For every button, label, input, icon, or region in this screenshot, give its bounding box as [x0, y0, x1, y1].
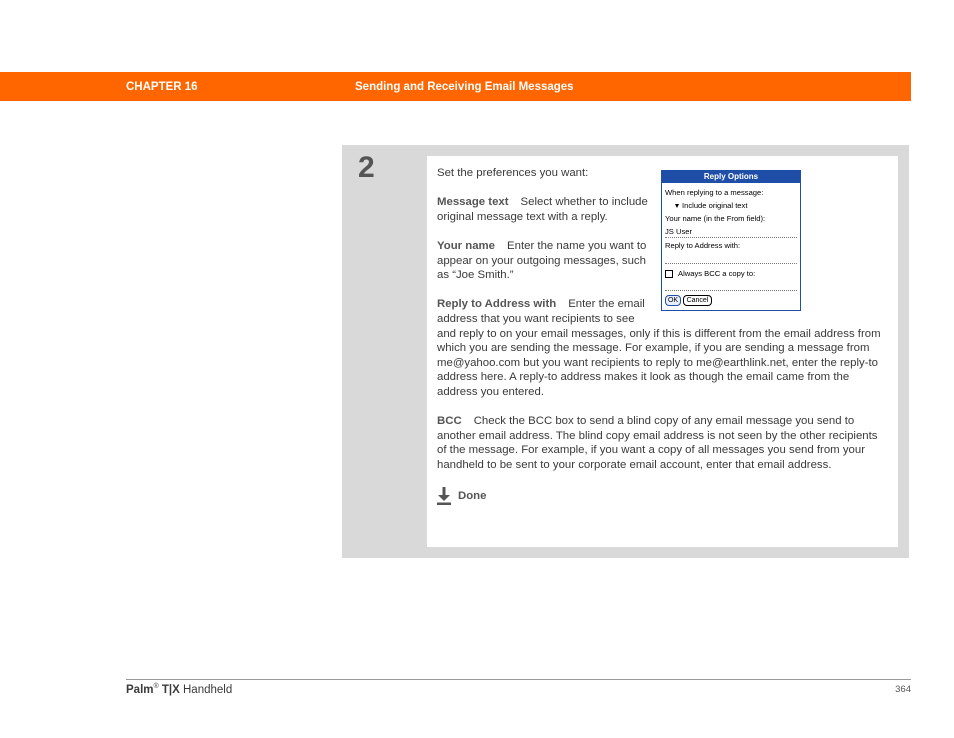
- your-name-field[interactable]: JS User: [665, 227, 693, 236]
- dropdown-triangle-icon: [675, 204, 679, 208]
- include-option-value: Include original text: [682, 201, 748, 210]
- item-term: Reply to Address with: [437, 298, 557, 311]
- step-intro: Set the preferences you want:: [437, 167, 589, 179]
- registered-mark: ®: [153, 683, 159, 690]
- bcc-field[interactable]: [665, 290, 797, 291]
- page-number: 364: [895, 684, 911, 695]
- down-arrow-icon: [437, 487, 451, 505]
- item-term: Your name: [437, 239, 496, 252]
- item-term: Message text: [437, 196, 509, 209]
- ok-button[interactable]: OK: [665, 295, 681, 306]
- item-term: BCC: [437, 415, 462, 428]
- chapter-title: Sending and Receiving Email Messages: [355, 81, 574, 93]
- when-replying-label: When replying to a message:: [665, 188, 764, 197]
- footer-brand: [126, 683, 232, 696]
- reply-options-dialog: [661, 170, 801, 311]
- brand-name: Palm: [126, 683, 154, 696]
- dialog-title: Reply Options: [662, 171, 800, 183]
- done-row: [437, 487, 889, 505]
- your-name-label: Your name (in the From field):: [665, 214, 766, 223]
- item-description: Enter the email address that you want recipients to see and reply to on your email messages, only if this is different from the email address from which you are sending the message. For example, if you are sending a message from me@yahoo.com but you want recipients to reply to me@earthlink.net, enter the reply-to address here. A reply-to address makes it look as though the email came from the address you entered.: [437, 298, 881, 398]
- item-bcc: [437, 414, 889, 472]
- item-description: Enter the name you want to appear on your outgoing messages, such as “Joe Smith.”: [437, 239, 647, 282]
- step-box: [342, 145, 909, 558]
- reply-to-field[interactable]: [665, 263, 797, 264]
- step-number: 2: [358, 151, 375, 184]
- step-text: [437, 166, 889, 505]
- chapter-label: CHAPTER 16: [126, 81, 198, 93]
- item-description: Select whether to include original message text with a reply.: [437, 196, 648, 223]
- model-name: T|X: [161, 683, 180, 696]
- bcc-label: Always BCC a copy to:: [678, 269, 756, 278]
- bcc-row: [665, 269, 755, 278]
- product-name: Handheld: [183, 683, 233, 696]
- chapter-header-bar: [0, 72, 911, 101]
- bcc-checkbox[interactable]: [665, 270, 673, 278]
- include-option-select[interactable]: [665, 201, 747, 210]
- reply-to-label: Reply to Address with:: [665, 241, 741, 250]
- cancel-button[interactable]: Cancel: [683, 295, 712, 306]
- footer-divider: [126, 679, 911, 680]
- reply-options-screenshot: [661, 170, 803, 313]
- your-name-underline: [665, 237, 797, 238]
- item-description: Check the BCC box to send a blind copy of any email message you send to another email address. The blind copy email address is not seen by the other recipients of the message. For example, if you want a copy of all messages you send from your handheld to be sent to your corporate email account, enter that email address.: [437, 415, 878, 471]
- done-label: Done: [458, 489, 487, 502]
- step-content: [427, 156, 898, 547]
